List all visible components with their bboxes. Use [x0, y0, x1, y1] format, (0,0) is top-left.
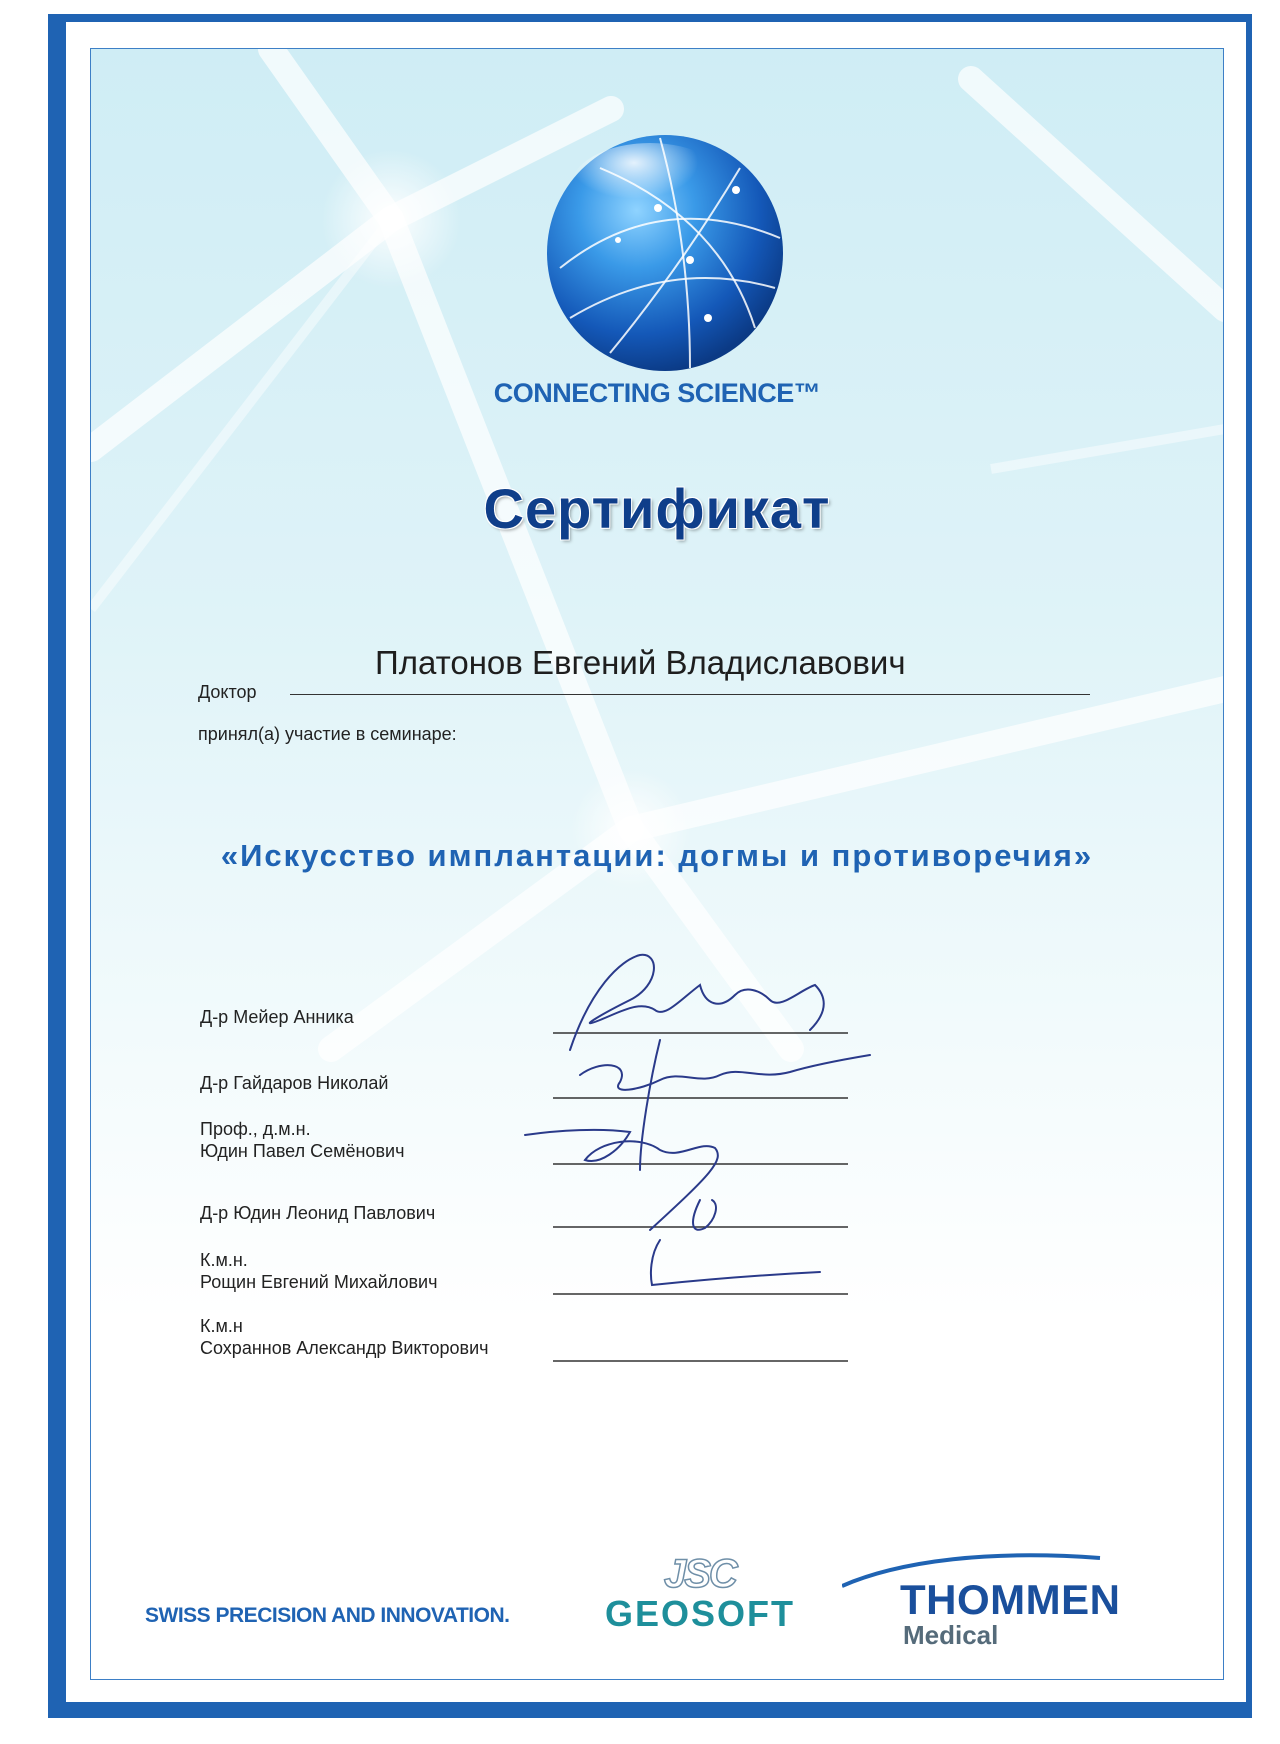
medical-logo: Medical: [903, 1620, 999, 1650]
signatory-label: [200, 1249, 437, 1293]
participation-text: принял(а) участие в семинаре:: [198, 724, 457, 744]
brand-tagline: CONNECTING SCIENCE™: [493, 378, 821, 408]
recipient-name: Платонов Евгений Владиславович: [375, 644, 906, 681]
signatory-title: К.м.н: [200, 1316, 243, 1336]
recipient-underline: [290, 694, 1090, 695]
signatory-name: Д-р Гайдаров Николай: [200, 1073, 389, 1093]
geosoft-logo-top: JSC: [664, 1552, 736, 1596]
signatory-title: Проф., д.м.н.: [200, 1119, 311, 1139]
signatory-name: Сохраннов Александр Викторович: [200, 1338, 489, 1358]
signatory-title: К.м.н.: [200, 1250, 248, 1270]
seminar-title: «Искусство имплантации: догмы и противоречия»: [220, 838, 1094, 873]
certificate-heading: Сертификат: [483, 477, 831, 540]
signatory-name: Д-р Мейер Анника: [200, 1007, 354, 1027]
signatory-name: Рощин Евгений Михайлович: [200, 1272, 438, 1292]
role-label: Доктор: [198, 682, 257, 702]
geosoft-logo: GEOSOFT: [605, 1593, 796, 1634]
thommen-logo: THOMMEN: [900, 1576, 1121, 1623]
signatory-name: Юдин Павел Семёнович: [200, 1141, 405, 1161]
signatory-label: [200, 1202, 435, 1224]
footer-tagline: SWISS PRECISION AND INNOVATION.: [145, 1604, 510, 1627]
signatory-label: [200, 1072, 388, 1094]
globe-logo-icon: [540, 128, 790, 378]
signatory-label: [200, 1006, 354, 1028]
signatory-label: [200, 1118, 404, 1162]
signatory-name: Д-р Юдин Леонид Павлович: [200, 1203, 436, 1223]
signatory-label: [200, 1315, 489, 1359]
